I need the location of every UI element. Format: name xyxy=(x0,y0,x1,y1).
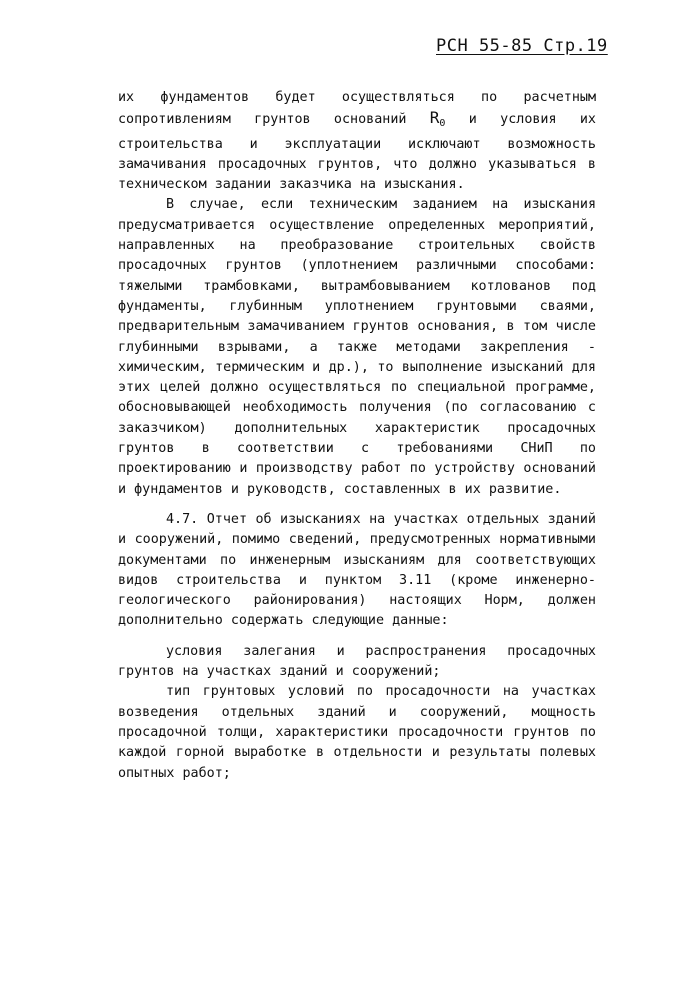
symbol-subscript: 0 xyxy=(439,118,446,130)
page-header-reference: РСН 55-85 Стр.19 xyxy=(436,36,608,56)
document-body xyxy=(118,88,596,784)
paragraph-section-4-7: 4.7. Отчет об изысканиях на участках отдельных зданий и сооружений, помимо сведений, предусмотренных нормативными документами по инженерным изысканиям для соответствующих видов строительства и пунктом 3.11 (кроме инженерно-геологического районирования) настоящих Норм, должен дополнительно содержать следующие данные: xyxy=(118,511,596,629)
paragraph-text-part: их фундаментов будет осуществляться по расчетным сопротивлениям грунтов оснований xyxy=(118,90,596,128)
symbol-r: R xyxy=(429,108,440,128)
paragraph-special-program: В случае, если техническим заданием на изыскания предусматривается осуществление определенных мероприятий, направленных на преобразование строительных свойств просадочных грунтов (уплотнением различными способами: тяжелыми трамбовками, вытрамбовыванием котлованов под фундаменты, глубинным уплотнением грунтовыми сваями, предварительным замачиванием грунтов основания, в том числе глубинными взрывами, а также методами закрепления - химическим, термическим и др.), то выполнение изысканий для этих целей должно осуществляться по специальной программе, обосновывающей необходимость получения (по согласованию с заказчиком) дополнительных характеристик просадочных грунтов в соответствии с требованиями СНиП по проектированию и производству работ по устройству оснований и фундаментов и руководств, составленных в их развитие. xyxy=(118,197,596,497)
paragraph-continuation xyxy=(118,88,596,195)
list-item: тип грунтовых условий по просадочности на участках возведения отдельных зданий и сооружений, мощность просадочной толщи, характеристики просадочности грунтов по каждой горной выработке в отдельности и результаты полевых опытных работ; xyxy=(118,684,596,781)
list-item: условия залегания и распространения просадочных грунтов на участках зданий и сооружений; xyxy=(118,643,596,680)
paragraph-text-part: и условия их строительства и эксплуатации исключают возможность замачивания просадочных грунтов, что должно указываться в техническом задании заказчика на изыскания. xyxy=(118,112,596,193)
